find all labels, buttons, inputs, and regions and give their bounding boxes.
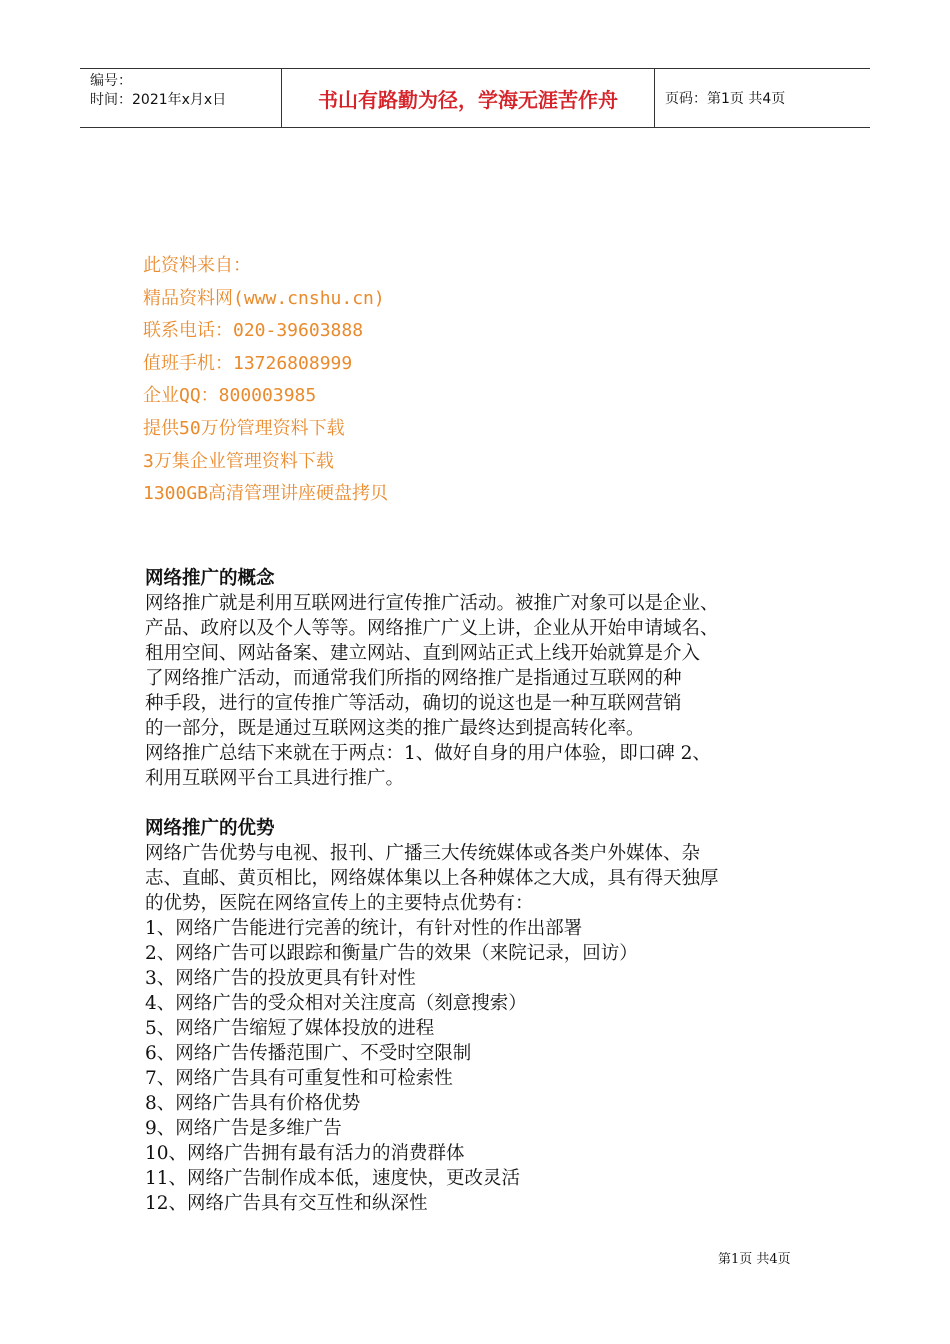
list-item: 11、网络广告制作成本低，速度快，更改灵活 [145, 1168, 521, 1189]
list-item: 6、网络广告传播范围广、不受时空限制 [145, 1043, 472, 1064]
promo-line: 提供50万份管理资料下载 [143, 417, 345, 439]
paragraph-line: 网络推广总结下来就在于两点：1、做好自身的用户体验，即口碑 2、 [145, 743, 711, 764]
list-item: 7、网络广告具有可重复性和可检索性 [145, 1068, 453, 1089]
paragraph-line: 的优势，医院在网络宣传上的主要特点优势有： [145, 893, 534, 914]
page-footer: 第1页 共4页 [718, 1252, 791, 1267]
section-title: 网络推广的优势 [145, 818, 275, 839]
spacer [145, 791, 835, 816]
promo-line: 企业QQ：800003985 [143, 385, 317, 407]
paragraph-line: 了网络推广活动，而通常我们所指的网络推广是指通过互联网的种 [145, 668, 682, 689]
paragraph-line: 种手段，进行的宣传推广等活动，确切的说这也是一种互联网营销 [145, 693, 682, 714]
header-motto: 书山有路勤为径，学海无涯苦作舟 [281, 69, 655, 127]
paragraph-line: 网络推广就是利用互联网进行宣传推广活动。被推广对象可以是企业、 [145, 593, 719, 614]
promo-line: 联系电话：020-39603888 [143, 320, 364, 342]
paragraph-line: 产品、政府以及个人等等。网络推广广义上讲，企业从开始申请域名、 [145, 618, 719, 639]
list-item: 9、网络广告是多维广告 [145, 1118, 342, 1139]
list-item: 10、网络广告拥有最有活力的消费群体 [145, 1143, 465, 1164]
header-page-info: 页码：第1页 共4页 [665, 91, 786, 107]
document-body [145, 566, 835, 1216]
list-item: 8、网络广告具有价格优势 [145, 1093, 361, 1114]
paragraph-line: 利用互联网平台工具进行推广。 [145, 768, 405, 789]
promo-block [143, 250, 388, 511]
paragraph-line: 网络广告优势与电视、报刊、广播三大传统媒体或各类户外媒体、杂 [145, 843, 701, 864]
list-item: 2、网络广告可以跟踪和衡量广告的效果（来院记录，回访） [145, 943, 638, 964]
list-item: 12、网络广告具有交互性和纵深性 [145, 1193, 428, 1214]
promo-line: 值班手机：13726808999 [143, 352, 353, 374]
header-left-cell [80, 69, 281, 127]
list-item: 3、网络广告的投放更具有针对性 [145, 968, 416, 989]
list-item: 1、网络广告能进行完善的统计，有针对性的作出部署 [145, 918, 583, 939]
promo-line: 精品资料网(www.cnshu.cn) [143, 287, 385, 309]
header-date: 时间：2021年x月x日 [90, 92, 227, 108]
list-item: 4、网络广告的受众相对关注度高（刻意搜索） [145, 993, 527, 1014]
list-item: 5、网络广告缩短了媒体投放的进程 [145, 1018, 435, 1039]
section-title: 网络推广的概念 [145, 568, 275, 589]
promo-line: 1300GB高清管理讲座硬盘拷贝 [143, 483, 389, 505]
paragraph-line: 租用空间、网站备案、建立网站、直到网站正式上线开始就算是介入 [145, 643, 701, 664]
page-header [80, 68, 870, 128]
promo-line: 此资料来自： [143, 255, 251, 276]
header-number: 编号： [90, 73, 132, 89]
paragraph-line: 志、直邮、黄页相比，网络媒体集以上各种媒体之大成，具有得天独厚 [145, 868, 719, 889]
paragraph-line: 的一部分，既是通过互联网这类的推广最终达到提高转化率。 [145, 718, 645, 739]
promo-line: 3万集企业管理资料下载 [143, 450, 334, 472]
